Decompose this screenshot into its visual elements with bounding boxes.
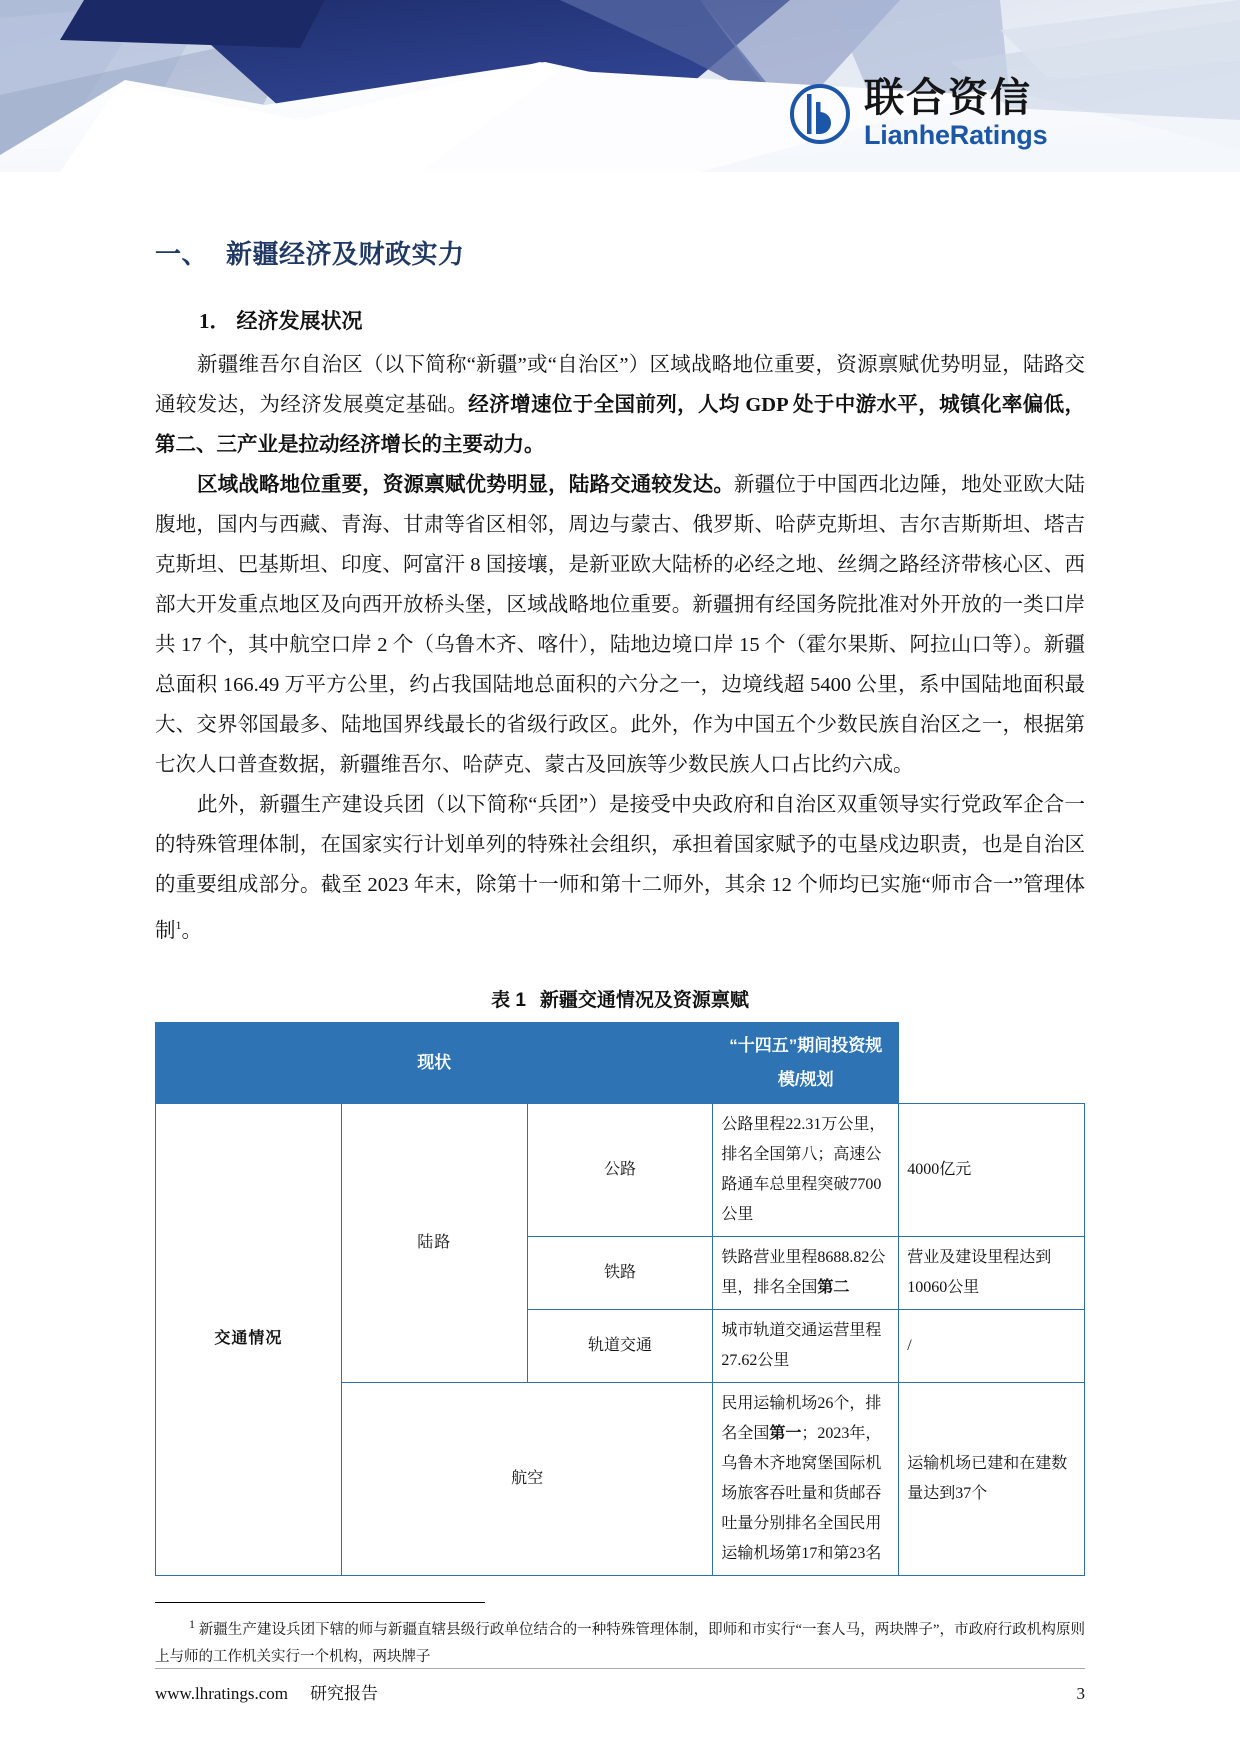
header-plan: “十四五”期间投资规模/规划 — [713, 1022, 899, 1103]
logo-company-name-cn: 联合资信 — [864, 76, 1032, 120]
subsection-number: 1． — [199, 309, 231, 333]
footnote-divider — [155, 1602, 485, 1603]
table-caption — [155, 985, 1085, 1012]
paragraph-2-plain: 新疆位于中国西北边陲，地处亚欧大陆腹地，国内与西藏、青海、甘肃等省区相邻，周边与蒙古、俄罗斯、哈萨克斯坦、吉尔吉斯斯坦、塔吉克斯坦、巴基斯坦、印度、阿富汗 8 国接壤，是新亚欧大陆桥的必经之地、丝绸之路经济带核心区、西部大开发重点地区及向西开放桥头堡，区域战略地位重要。新疆拥有经国务院批准对外开放的一类口岸共 17 个，其中航空口岸 2 个（乌鲁木齐、喀什），陆地边境口岸 15 个（霍尔果斯、阿拉山口等）。新疆总面积 166.49 万平方公里，约占我国陆地总面积的六分之一，边境线超 5400 公里，系中国陆地面积最大、交界邻国最多、陆地国界线最长的省级行政区。此外，作为中国五个少数民族自治区之一，根据第七次人口普查数据，新疆维吾尔、哈萨克、蒙古及回族等少数民族人口占比约六成。 — [155, 474, 1086, 776]
paragraph-3-text: 此外，新疆生产建设兵团（以下简称“兵团”）是接受中央政府和自治区双重领导实行党政军企合一的特殊管理体制，在国家实行计划单列的特殊社会组织，承担着国家赋予的屯垦戍边职责，也是自治区的重要组成部分。截至 2023 年末，除第十一师和第十二师外，其余 12 个师均已实施“师市合一”管理体制 — [155, 794, 1085, 942]
section-title-text: 新疆经济及财政实力 — [226, 239, 465, 269]
subsection-heading — [199, 305, 1085, 335]
row-label-transport-text: 交通情况 — [214, 1330, 283, 1348]
mode-rail-transit: 轨道交通 — [527, 1309, 713, 1382]
table-row — [156, 1103, 1085, 1236]
footer-doc-type: 研究报告 — [310, 1684, 378, 1703]
paragraph-1 — [155, 345, 1085, 465]
transport-resource-table — [155, 1022, 1085, 1576]
paragraph-3 — [155, 785, 1085, 951]
status-rail-transit: 城市轨道交通运营里程27.62公里 — [713, 1309, 899, 1382]
page-content — [0, 234, 1240, 1671]
paragraph-1-bold: 经济增速位于全国前列，人均 GDP 处于中游水平，城镇化率偏低，第二、三产业是拉动经济增长的主要动力。 — [155, 394, 1086, 456]
paragraph-2-lead-bold: 区域战略地位重要，资源禀赋优势明显，陆路交通较发达。 — [197, 474, 735, 496]
plan-railway: 营业及建设里程达到10060公里 — [899, 1236, 1085, 1309]
mode-aviation: 航空 — [341, 1382, 713, 1575]
plan-rail-transit: / — [899, 1309, 1085, 1382]
footnote — [155, 1611, 1085, 1671]
header-status: 现状 — [156, 1022, 713, 1103]
page-banner — [0, 0, 1240, 172]
status-railway — [713, 1236, 899, 1309]
status-highway: 公路里程22.31万公里，排名全国第八；高速公路通车总里程突破7700公里 — [713, 1103, 899, 1236]
status-aviation — [713, 1382, 899, 1575]
status-aviation-a: 民用运输机场26个，排名全国 — [721, 1394, 882, 1442]
paragraph-1-plain: 新疆维吾尔自治区（以下简称“新疆”或“自治区”）区域战略地位重要，资源禀赋优势明显，陆路交通较发达，为经济发展奠定基础。 — [155, 354, 1085, 416]
footnote-marker-inline: 1 — [175, 918, 182, 932]
row-label-transport — [156, 1103, 342, 1575]
group-label-land-text: 陆路 — [417, 1233, 452, 1251]
group-label-land — [341, 1103, 527, 1382]
status-aviation-b: ；2023年，乌鲁木齐地窝堡国际机场旅客吞吐量和货邮吞吐量分别排名全国民用运输机场第17和第23名 — [721, 1424, 882, 1562]
footnote-number: 1 — [189, 1616, 195, 1631]
footnote-text: 新疆生产建设兵团下辖的师与新疆直辖县级行政单位结合的一种特殊管理体制，即师和市实行“一套人马，两块牌子”，市政府行政机构原则上与师的工作机关实行一个机构，两块牌子 — [155, 1621, 1085, 1665]
status-railway-text: 铁路营业里程8688.82公里，排名全国 — [721, 1248, 886, 1296]
section-number: 一、 — [155, 239, 209, 269]
mode-railway: 铁路 — [527, 1236, 713, 1309]
paragraph-2 — [155, 465, 1085, 785]
lianhe-logo-icon — [790, 82, 850, 146]
page-number: 3 — [1076, 1684, 1085, 1703]
footer-divider — [155, 1668, 1085, 1669]
mode-highway: 公路 — [527, 1103, 713, 1236]
page-footer — [155, 1668, 1085, 1704]
logo-company-name-en: LianheRatings — [864, 120, 1048, 150]
plan-highway: 4000亿元 — [899, 1103, 1085, 1236]
page-title — [155, 234, 1085, 271]
status-railway-rank: 第二 — [817, 1278, 850, 1296]
subsection-title-text: 经济发展状况 — [236, 309, 363, 333]
footer-website[interactable]: www.lhratings.com — [155, 1684, 288, 1703]
banner-graphic — [0, 0, 1240, 172]
status-aviation-rank: 第一 — [769, 1424, 802, 1442]
company-logo — [790, 78, 1047, 149]
plan-aviation: 运输机场已建和在建数量达到37个 — [899, 1382, 1085, 1575]
table-header-row — [156, 1022, 1085, 1103]
table-caption-title: 新疆交通情况及资源禀赋 — [539, 989, 749, 1011]
paragraph-3-tail: 。 — [181, 919, 202, 942]
table-caption-label: 表 1 — [491, 989, 526, 1011]
